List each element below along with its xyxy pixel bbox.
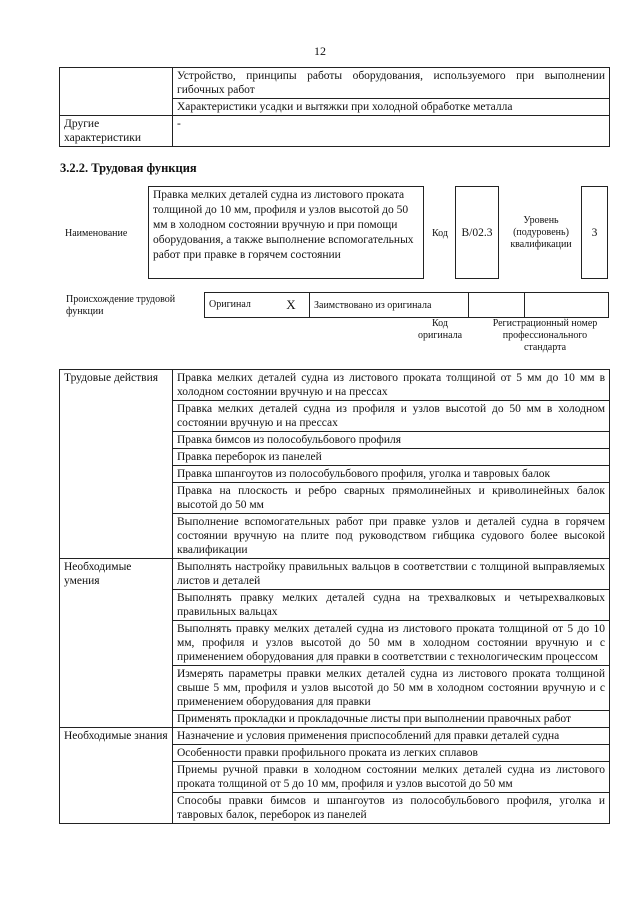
borrowed-label: Заимствовано из оригинала (310, 293, 469, 318)
skill-item: Выполнять правку мелких деталей судна на трехвалковых и четырехвалковых правильных вальцах (173, 590, 610, 621)
other-characteristics-value: - (173, 116, 610, 147)
skill-item: Применять прокладки и прокладочные листы при выполнении правочных работ (173, 711, 610, 728)
table-row (60, 370, 610, 401)
level-label: Уровень (подуровень) квалификации (510, 215, 572, 250)
table-row (60, 68, 610, 99)
skill-item: Выполнять правку мелких деталей судна из листового проката толщиной от 5 до 10 мм, профиля и узлов высотой до 50 мм в холодном состоянии вручную и с применением оборудования для правки в соответствии с технологическим процессом (173, 621, 610, 666)
code-box (455, 186, 499, 279)
row-label (60, 68, 173, 116)
original-label: Оригинал (205, 293, 274, 318)
code-label: Код (432, 228, 448, 239)
labor-action-item: Правка переборок из панелей (173, 449, 610, 466)
labor-actions-label: Трудовые действия (60, 370, 173, 559)
function-details-table (59, 369, 610, 824)
labor-action-item: Правка бимсов из полособульбового профиля (173, 432, 610, 449)
knowledge-label: Необходимые знания (60, 728, 173, 824)
knowledge-item: Характеристики усадки и вытяжки при холодной обработке металла (173, 99, 610, 116)
knowledge-item: Особенности правки профильного проката из легких сплавов (173, 745, 610, 762)
table-row (60, 559, 610, 590)
labor-action-item: Правка мелких деталей судна из листового проката толщиной от 5 мм до 10 мм в холодном состоянии вручную и на прессах (173, 370, 610, 401)
knowledge-item: Приемы ручной правки в холодном состоянии мелких деталей судна из листового проката толщиной от 5 до 10 мм, профиля и узлов высотой до 50 мм (173, 762, 610, 793)
labor-action-item: Правка на плоскость и ребро сварных прямолинейных и криволинейных балок высотой до 50 мм (173, 483, 610, 514)
labor-action-item: Правка мелких деталей судна из профиля и узлов высотой до 50 мм в холодном состоянии вручную и на прессах (173, 401, 610, 432)
other-characteristics-label: Другие характеристики (60, 116, 173, 147)
skill-item: Измерять параметры правки мелких деталей судна из листового проката толщиной свыше 5 мм, профиля и узлов высотой до 50 мм в холодном состоянии вручную и с применением оборудования для правки (173, 666, 610, 711)
knowledge-item: Назначение и условия применения приспособлений для правки деталей судна (173, 728, 610, 745)
reg-number-label: Регистрационный номер профессионального стандарта (492, 318, 598, 353)
original-mark: X (273, 293, 310, 318)
level-box (581, 186, 608, 279)
knowledge-item: Устройство, принципы работы оборудования, используемого при выполнении гибочных работ (173, 68, 610, 99)
code-value: B/02.3 (461, 226, 493, 239)
section-title: 3.2.2. Трудовая функция (60, 161, 197, 175)
code-original-cell (469, 293, 525, 318)
reg-number-cell (525, 293, 609, 318)
table-row (60, 728, 610, 745)
labor-action-item: Правка шпангоутов из полособульбового профиля, уголка и тавровых балок (173, 466, 610, 483)
code-original-label: Код оригинала (417, 318, 463, 341)
origin-label: Происхождение трудовой функции (66, 294, 176, 317)
function-name-box: Правка мелких деталей судна из листового проката толщиной до 10 мм, профиля и узлов высотой до 50 мм в холодном состоянии вручную и при помощи оборудования, а также выполнение вспомогательных работ при правке в горячем состоянии (148, 186, 424, 279)
skill-item: Выполнять настройку правильных вальцов в соответствии с толщиной выправляемых листов и деталей (173, 559, 610, 590)
page-number: 12 (314, 44, 326, 58)
knowledge-item: Способы правки бимсов и шпангоутов из полособульбового профиля, уголка и тавровых балок, переборок из панелей (173, 793, 610, 824)
table-row (205, 293, 609, 318)
table-row (60, 116, 610, 147)
top-continuation-table (59, 67, 610, 147)
origin-table (204, 292, 609, 318)
labor-action-item: Выполнение вспомогательных работ при правке узлов и деталей судна в горячем состоянии вручную на плите под руководством гибщика судового более высокой квалификации (173, 514, 610, 559)
skills-label: Необходимые умения (60, 559, 173, 728)
level-value: 3 (591, 226, 598, 239)
name-label: Наименование (65, 228, 128, 239)
